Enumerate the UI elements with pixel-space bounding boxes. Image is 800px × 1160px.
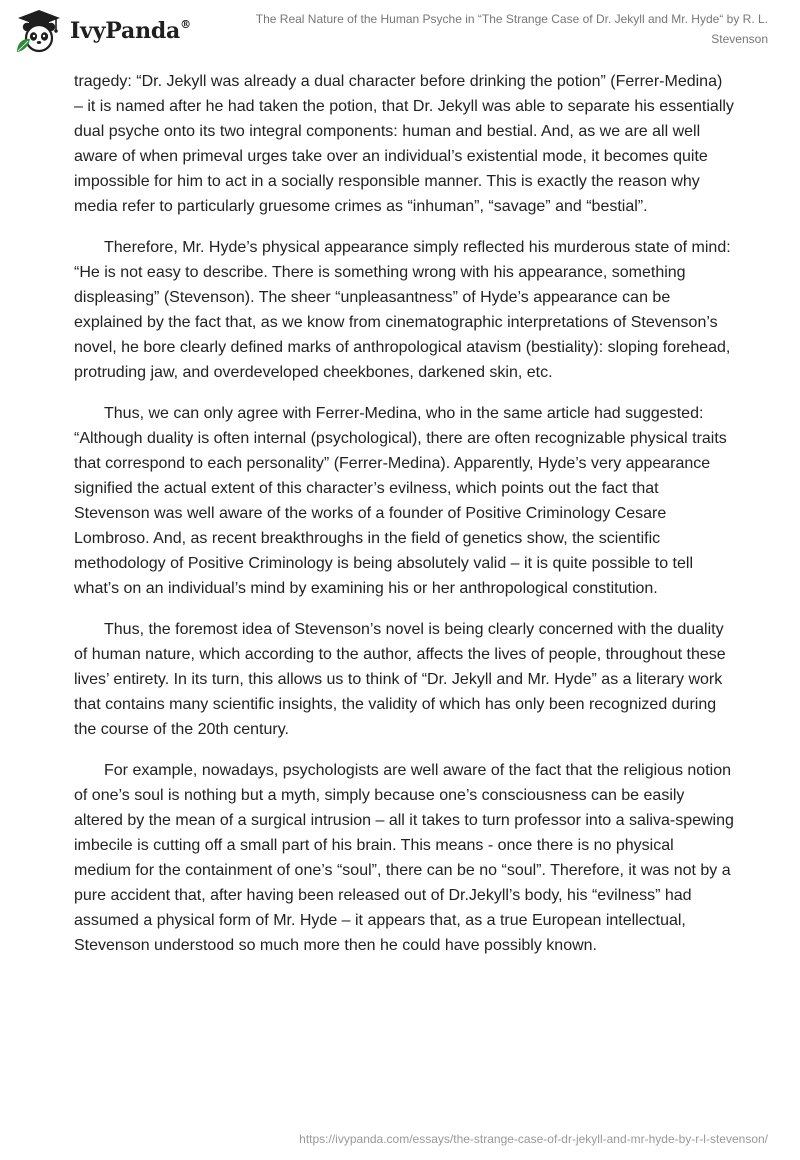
ivypanda-logo[interactable] xyxy=(14,8,191,54)
page-header xyxy=(0,0,800,60)
paragraph: For example, nowadays, psychologists are well aware of the fact that the religious notion of one’s soul is nothing but a myth, simply because one’s consciousness can be easily altered by the mean of a surgical intrusion – all it takes to turn professor into a saliva-spewing imbecile is cutting off a small part of his brain. This means - once there is no physical medium for the containment of one’s “soul”, there can be no “soul”. Therefore, it was not by a pure accident that, after having been released out of Dr.Jekyll’s body, his “evilness” had assumed a physical form of Mr. Hyde – it appears that, as a true European intellectual, Stevenson understood so much more then he could have possibly known. xyxy=(74,762,734,954)
source-url[interactable]: https://ivypanda.com/essays/the-strange-case-of-dr-jekyll-and-mr-hyde-by-r-l-stevenson/ xyxy=(299,1132,768,1146)
logo-wordmark xyxy=(70,18,191,44)
paragraph: Thus, the foremost idea of Stevenson’s novel is being clearly concerned with the duality of human nature, which according to the author, affects the lives of people, throughout these lives’ entirety. In its turn, this allows us to think of “Dr. Jekyll and Mr. Hyde” as a literary work that contains many scientific insights, the validity of which has only been recognized during the course of the 20th century. xyxy=(74,621,726,738)
paragraph: Thus, we can only agree with Ferrer-Medina, who in the same article had suggested: “Although duality is often internal (psychological), there are often recognizable physical traits that correspond to each personality” (Ferrer-Medina). Apparently, Hyde’s very appearance signified the actual extent of this character’s evilness, which points out the fact that Stevenson was well aware of the works of a founder of Positive Criminology Cesare Lombroso. And, as recent breakthroughs in the field of genetics show, the scientific methodology of Positive Criminology is being absolutely valid – it is quite possible to tell what’s on an individual’s mind by examining his or her anthropological constitution. xyxy=(74,405,727,597)
panda-logo-icon xyxy=(14,8,64,54)
paragraph: tragedy: “Dr. Jekyll was already a dual character before drinking the potion” (Ferrer-Medina) – it is named after he had taken the potion, that Dr. Jekyll was able to separate his essentially dual psyche onto its two integral components: human and bestial. And, as we are all well aware of when primeval urges take over an individual’s existential mode, it becomes quite impossible for him to act in a socially responsible manner. This is exactly the reason why media refer to particularly gruesome crimes as “inhuman”, “savage” and “bestial”. xyxy=(74,73,734,215)
essay-body xyxy=(74,69,734,974)
paragraph: Therefore, Mr. Hyde’s physical appearance simply reflected his murderous state of mind: “He is not easy to describe. There is something wrong with his appearance, something displeasing” (Stevenson). The sheer “unpleasantness” of Hyde’s appearance can be explained by the fact that, as we know from cinematographic interpretations of Stevenson’s novel, he bore clearly defined marks of anthropological atavism (bestiality): sloping forehead, protruding jaw, and overdeveloped cheekbones, darkened skin, etc. xyxy=(74,239,731,381)
logo-text: IvyPanda xyxy=(70,18,181,44)
document-title: The Real Nature of the Human Psyche in “The Strange Case of Dr. Jekyll and Mr. Hyde“ by R. L. Stevenson xyxy=(255,12,768,46)
registered-mark: ® xyxy=(180,17,191,31)
